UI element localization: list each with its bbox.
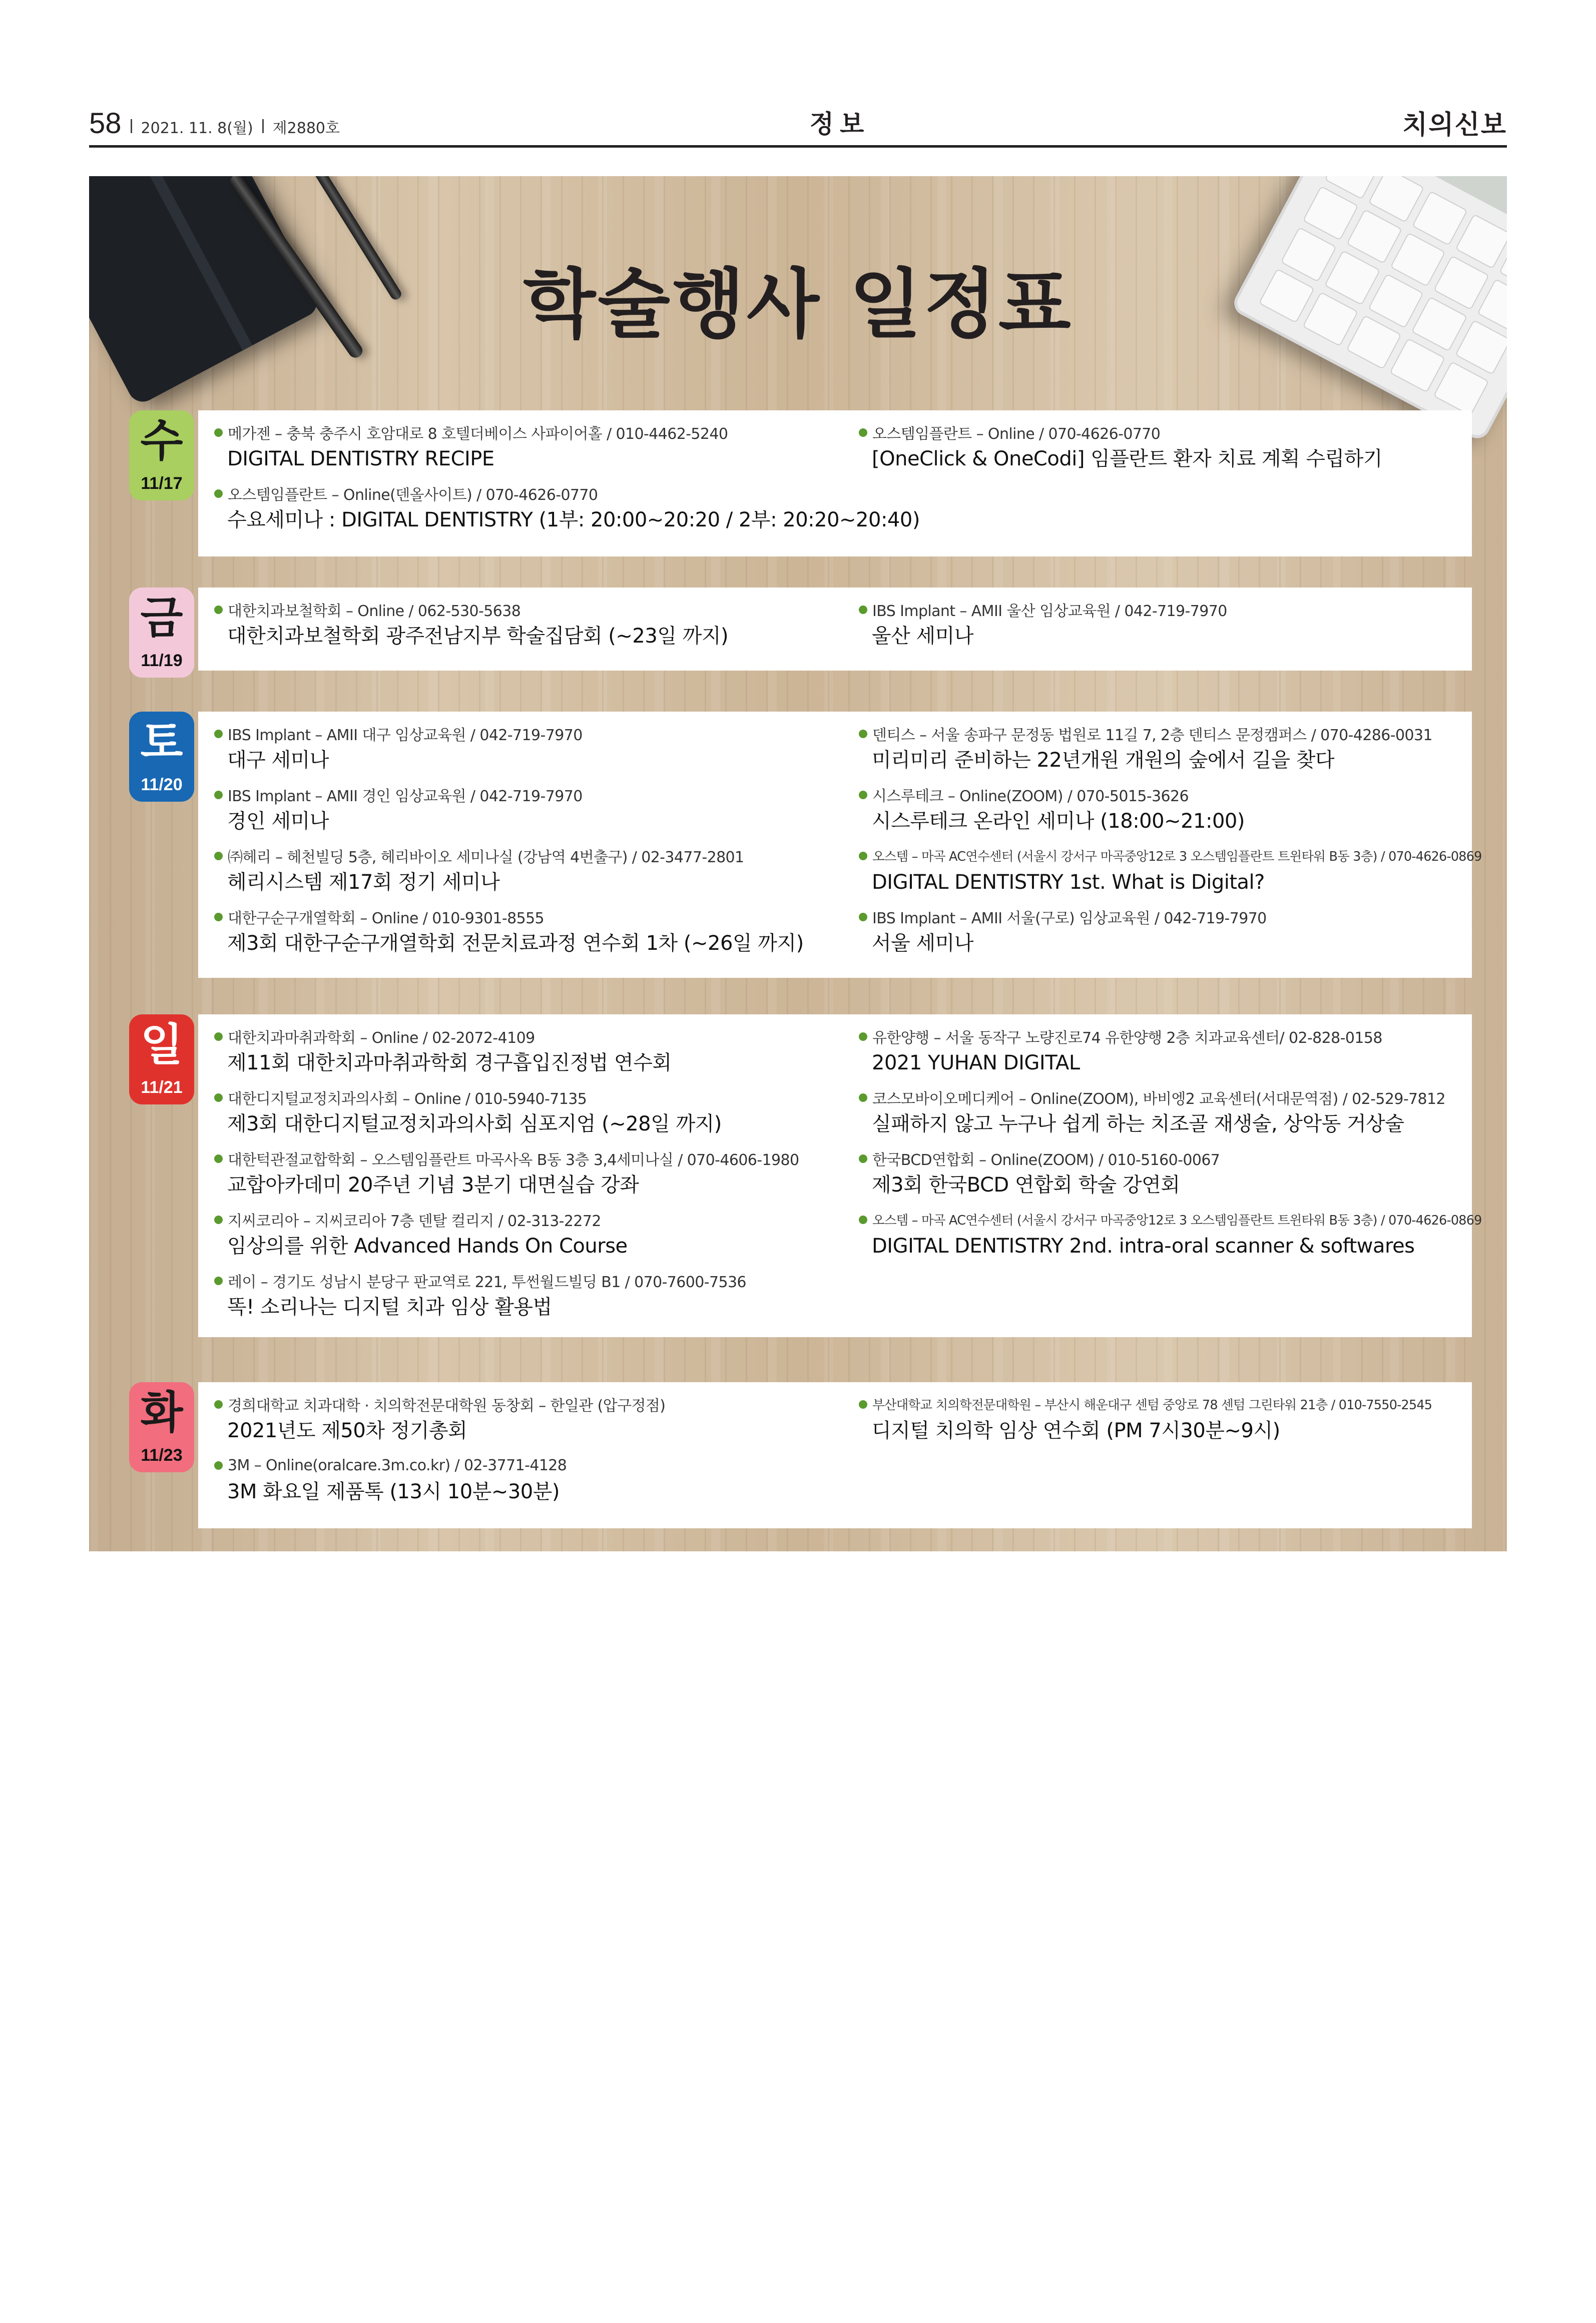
event-title: 울산 세미나: [872, 625, 973, 648]
bullet-icon: [214, 1093, 223, 1102]
event-item: [214, 1453, 845, 1514]
bullet-icon: [859, 1154, 867, 1163]
event-organizer: 유한양행 – 서울 동작구 노량진로74 유한양행 2층 치과교육센터/ 02-828-0158: [872, 1029, 1382, 1047]
event-column-right: [859, 598, 1469, 659]
event-item: [214, 844, 845, 905]
bullet-icon: [214, 1277, 223, 1285]
event-item: [214, 905, 845, 966]
event-organizer: 대한치과마취과학회 – Online / 02-2072-4109: [228, 1029, 535, 1047]
event-meta: [859, 1208, 1482, 1232]
day-badge: [129, 410, 194, 500]
event-title: 수요세미나 : DIGITAL DENTISTRY (1부: 20:00~20:20 / 2부: 20:20~20:40): [227, 508, 920, 531]
event-organizer: 3M – Online(oralcare.3m.co.kr) / 02-3771-4128: [228, 1456, 567, 1474]
section-name: 정보: [809, 110, 870, 139]
event-meta: [859, 1392, 1469, 1416]
event-column-left: [214, 598, 845, 659]
event-item: [214, 722, 845, 783]
event-item: [214, 783, 845, 844]
calculator-key: [1412, 191, 1468, 246]
event-title: 3M 화요일 제품톡 (13시 10분~30분): [227, 1480, 560, 1503]
event-item: [214, 1269, 845, 1330]
bullet-icon: [859, 606, 867, 614]
event-meta: [859, 783, 1469, 807]
bullet-icon: [214, 606, 223, 614]
date-label: 11/21: [141, 1078, 183, 1097]
event-organizer: 시스루테크 – Online(ZOOM) / 070-5015-3626: [872, 788, 1189, 805]
event-meta: [859, 722, 1469, 746]
calculator-key: [1433, 361, 1489, 416]
event-organizer: IBS Implant – AMII 서울(구로) 임상교육원 / 042-719-7970: [872, 910, 1267, 927]
calculator-key: [1303, 186, 1359, 241]
event-item: [859, 1085, 1469, 1146]
event-item: [859, 598, 1469, 659]
event-organizer: 오스템임플란트 – Online(덴올사이트) / 070-4626-0770: [228, 486, 598, 504]
event-meta: [214, 1269, 845, 1293]
bullet-icon: [214, 852, 223, 860]
event-title: 헤리시스템 제17회 정기 세미나: [227, 871, 500, 894]
event-meta: [214, 1024, 845, 1048]
date-label: 11/19: [141, 651, 183, 670]
event-organizer: 메가젠 – 충북 충주시 호암대로 8 호텔더베이스 사파이어홀 / 010-4462-5240: [228, 425, 728, 443]
event-meta: [859, 1024, 1469, 1048]
date-label: 11/17: [141, 474, 183, 493]
date-label: 11/20: [141, 775, 183, 794]
event-organizer: 부산대학교 치의학전문대학원 – 부산시 해운대구 센텀 중앙로 78 센텀 그린타워 21층 / 010-7550-2545: [872, 1398, 1432, 1413]
bullet-icon: [214, 428, 223, 437]
event-panel: [198, 1382, 1472, 1528]
event-meta: [214, 1208, 845, 1232]
event-item: [214, 1146, 845, 1208]
page-number: 58: [89, 107, 122, 140]
event-meta: [214, 722, 845, 746]
event-panel: [198, 712, 1482, 978]
event-item: [859, 1392, 1469, 1453]
event-title: [OneClick & OneCodi] 임플란트 환자 치료 계획 수립하기: [872, 447, 1382, 470]
event-item: [859, 1024, 1469, 1085]
bullet-icon: [214, 791, 223, 799]
day-badge: [129, 1014, 194, 1104]
event-item: [214, 1208, 845, 1269]
event-meta: [859, 905, 1469, 929]
bullet-icon: [214, 1032, 223, 1041]
event-title: 미리미리 준비하는 22년개원 개원의 숲에서 길을 찾다: [872, 749, 1335, 772]
issue-date: 2021. 11. 8(월): [141, 120, 253, 137]
event-organizer: 대한디지털교정치과의사회 – Online / 010-5940-7135: [228, 1090, 587, 1108]
weekday-label: 화: [140, 1387, 183, 1438]
event-organizer: 대한구순구개열학회 – Online / 010-9301-8555: [228, 910, 545, 927]
event-organizer: 덴티스 – 서울 송파구 문정동 법원로 11길 7, 2층 덴티스 문정캠퍼스 / 070-4286-0031: [872, 727, 1432, 744]
bullet-icon: [859, 852, 867, 860]
event-title: 똑! 소리나는 디지털 치과 임상 활용법: [227, 1296, 552, 1319]
bullet-icon: [214, 730, 223, 738]
event-meta: [214, 420, 845, 444]
event-title: 제3회 대한디지털교정치과의사회 심포지엄 (~28일 까지): [227, 1112, 722, 1135]
event-organizer: 한국BCD연합회 – Online(ZOOM) / 010-5160-0067: [872, 1151, 1220, 1169]
event-title: 대한치과보철학회 광주전남지부 학술집담회 (~23일 까지): [227, 625, 729, 648]
event-organizer: 코스모바이오메디케어 – Online(ZOOM), 바비엥2 교육센터(서대문역점) / 02-529-7812: [872, 1090, 1445, 1108]
event-column-right: [859, 722, 1482, 966]
event-item: [214, 481, 920, 542]
bullet-icon: [214, 1216, 223, 1224]
bullet-icon: [859, 791, 867, 799]
weekday-label: 금: [140, 592, 183, 644]
bullet-icon: [214, 1154, 223, 1163]
event-column-right: [859, 420, 1469, 481]
event-column-left: [214, 1024, 845, 1330]
event-organizer: 대한치과보철학회 – Online / 062-530-5638: [228, 603, 521, 620]
event-title: 교합아카데미 20주년 기념 3분기 대면실습 강좌: [227, 1174, 639, 1197]
event-organizer: 오스템 – 마곡 AC연수센터 (서울시 강서구 마곡중앙12로 3 오스템임플란트 트윈타워 B동 3층) / 070-4626-0869: [872, 1213, 1482, 1228]
event-title: 제11회 대한치과마취과학회 경구흡입진정법 연수회: [227, 1051, 672, 1074]
event-organizer: 지씨코리아 – 지씨코리아 7층 덴탈 컬리지 / 02-313-2272: [228, 1213, 601, 1230]
paper-name: 치의신보: [1402, 110, 1507, 140]
event-meta: [214, 1085, 845, 1109]
event-title: 제3회 한국BCD 연합회 학술 강연회: [872, 1174, 1180, 1197]
event-organizer: 오스템임플란트 – Online / 070-4626-0770: [872, 425, 1161, 443]
event-item: [859, 1146, 1469, 1208]
event-item: [859, 905, 1469, 966]
event-organizer: IBS Implant – AMII 대구 임상교육원 / 042-719-7970: [228, 727, 583, 744]
event-meta: [859, 1085, 1469, 1109]
event-title: 경인 세미나: [227, 810, 329, 833]
bullet-icon: [214, 1461, 223, 1470]
issue-number: 제2880호: [272, 120, 340, 137]
bullet-icon: [859, 1400, 867, 1409]
event-column-left: [214, 722, 845, 966]
event-panel: [198, 588, 1472, 671]
event-organizer: 오스템 – 마곡 AC연수센터 (서울시 강서구 마곡중앙12로 3 오스템임플란트 트윈타워 B동 3층) / 070-4626-0869: [872, 849, 1482, 864]
event-title: 서울 세미나: [872, 932, 973, 955]
date-label: 11/23: [141, 1446, 183, 1465]
event-meta: [214, 598, 845, 622]
event-item: [214, 1392, 845, 1453]
weekday-label: 수: [140, 415, 183, 466]
event-item: [214, 598, 845, 659]
event-organizer: 레이 – 경기도 성남시 분당구 판교역로 221, 투썬월드빌딩 B1 / 070-7600-7536: [228, 1274, 746, 1291]
event-title: 제3회 대한구순구개열학회 전문치료과정 연수회 1차 (~26일 까지): [227, 932, 804, 955]
event-organizer: 경희대학교 치과대학 · 치의학전문대학원 동창회 – 한일관 (압구정점): [228, 1397, 666, 1415]
bullet-icon: [214, 489, 223, 498]
divider: [262, 119, 264, 133]
event-meta: [214, 481, 845, 505]
event-panel: [198, 410, 1472, 556]
event-organizer: 대한턱관절교합학회 – 오스템임플란트 마곡사옥 B동 3층 3,4세미나실 / 070-4606-1980: [228, 1151, 799, 1169]
event-panel: [198, 1014, 1482, 1337]
event-title: DIGITAL DENTISTRY 1st. What is Digital?: [872, 871, 1265, 894]
schedule-board: [89, 176, 1507, 1551]
event-meta: [214, 1146, 845, 1171]
event-item: [859, 722, 1469, 783]
event-meta: [214, 905, 845, 929]
bullet-icon: [859, 1216, 867, 1224]
divider: [131, 119, 132, 133]
event-meta: [859, 844, 1482, 868]
event-column-left: [214, 420, 920, 542]
event-organizer: IBS Implant – AMII 울산 임상교육원 / 042-719-7970: [872, 603, 1227, 620]
bullet-icon: [214, 913, 223, 921]
bullet-icon: [859, 428, 867, 437]
event-column-right: [859, 1024, 1482, 1269]
event-meta: [859, 1146, 1469, 1171]
page-title: 학술행사 일정표: [523, 261, 1073, 348]
day-badge: [129, 712, 194, 802]
event-meta: [214, 844, 845, 868]
day-badge: [129, 1382, 194, 1472]
weekday-label: 토: [140, 716, 183, 768]
event-title: 임상의를 위한 Advanced Hands On Course: [227, 1235, 628, 1258]
event-organizer: IBS Implant – AMII 경인 임상교육원 / 042-719-7970: [228, 788, 583, 805]
event-column-left: [214, 1392, 845, 1514]
event-title: 실패하지 않고 누구나 쉽게 하는 치조골 재생술, 상악동 거상술: [872, 1112, 1404, 1135]
event-title: 디지털 치의학 임상 연수회 (PM 7시30분~9시): [872, 1419, 1280, 1442]
bullet-icon: [859, 730, 867, 738]
bullet-icon: [859, 1093, 867, 1102]
bullet-icon: [859, 1032, 867, 1041]
event-meta: [214, 1453, 845, 1477]
event-item: [214, 1024, 845, 1085]
event-item: [859, 1208, 1482, 1269]
event-organizer: ㈜헤리 – 헤천빌딩 5층, 헤리바이오 세미나실 (강남역 4번출구) / 02-3477-2801: [228, 849, 744, 866]
event-title: 시스루테크 온라인 세미나 (18:00~21:00): [872, 810, 1245, 833]
masthead: [89, 109, 1507, 142]
event-item: [214, 420, 845, 481]
event-title: DIGITAL DENTISTRY RECIPE: [227, 447, 494, 470]
event-meta: [859, 598, 1469, 622]
bullet-icon: [859, 913, 867, 921]
event-title: 대구 세미나: [227, 749, 329, 772]
weekday-label: 일: [140, 1019, 183, 1070]
event-meta: [214, 1392, 845, 1416]
event-item: [859, 783, 1469, 844]
event-meta: [859, 420, 1469, 444]
masthead-left: [89, 107, 340, 140]
day-badge: [129, 588, 194, 678]
event-item: [859, 844, 1482, 905]
masthead-rule: [89, 145, 1507, 148]
event-item: [859, 420, 1469, 481]
event-title: DIGITAL DENTISTRY 2nd. intra-oral scanner & softwares: [872, 1235, 1415, 1258]
event-title: 2021 YUHAN DIGITAL: [872, 1051, 1080, 1074]
event-title: 2021년도 제50차 정기총회: [227, 1419, 467, 1442]
bullet-icon: [214, 1400, 223, 1409]
event-column-right: [859, 1392, 1469, 1453]
event-meta: [214, 783, 845, 807]
event-item: [214, 1085, 845, 1146]
